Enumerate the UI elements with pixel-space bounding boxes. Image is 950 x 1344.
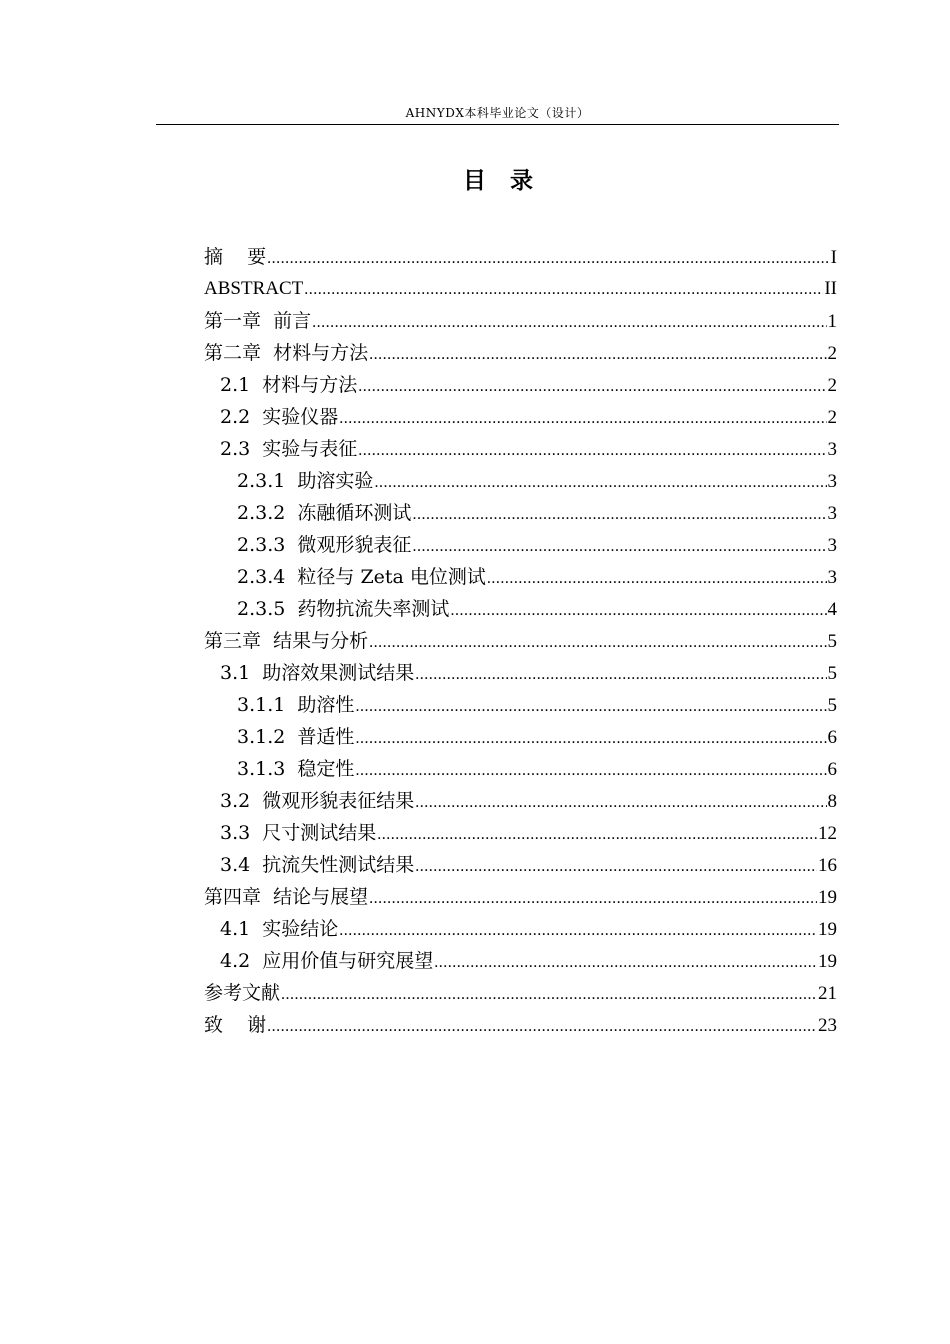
toc-entry-text: 参考文献 <box>204 982 281 1004</box>
toc-leader-dots <box>358 435 826 465</box>
toc-leader-dots <box>355 723 826 753</box>
toc-page-number: 2 <box>827 407 837 428</box>
toc-page-number: 5 <box>827 631 837 652</box>
toc-page-number: 6 <box>827 759 837 780</box>
toc-entry-section-3-4[interactable] <box>204 849 837 881</box>
toc-entry-section-2-3-4[interactable] <box>204 561 837 593</box>
toc-entry-text: 3.1 助溶效果测试结果 <box>220 662 415 684</box>
toc-leader-dots <box>374 467 826 497</box>
toc-entry-text: 2.3.3 微观形貌表征 <box>237 534 412 556</box>
toc-entry-chapter-3[interactable] <box>204 625 837 657</box>
toc-entry-text: 摘 要 <box>204 246 267 268</box>
toc-page-number: 16 <box>818 855 837 876</box>
toc-entry-text: 3.1.2 普适性 <box>237 726 355 748</box>
toc-page-number: 3 <box>827 535 837 556</box>
toc-page-number: 21 <box>818 983 837 1004</box>
toc-leader-dots <box>434 947 817 977</box>
toc-leader-dots <box>369 339 826 369</box>
toc-leader-dots <box>304 274 823 305</box>
toc-page-number: 5 <box>827 663 837 684</box>
toc-entry-text: 2.3 实验与表征 <box>220 438 358 460</box>
toc-entry-text: 第三章 结果与分析 <box>204 630 369 652</box>
table-of-contents <box>204 241 837 1041</box>
toc-leader-dots <box>267 243 830 273</box>
toc-leader-dots <box>450 595 826 625</box>
toc-page-number: 19 <box>818 887 837 908</box>
toc-leader-dots <box>487 563 827 593</box>
toc-entry-text: 第四章 结论与展望 <box>204 886 369 908</box>
toc-entry-section-2-3-5[interactable] <box>204 593 837 625</box>
toc-entry-text: 第二章 材料与方法 <box>204 342 369 364</box>
toc-entry-section-2-3-2[interactable] <box>204 497 837 529</box>
toc-entry-text: 4.2 应用价值与研究展望 <box>220 950 434 972</box>
toc-entry-text: 3.3 尺寸测试结果 <box>220 822 377 844</box>
toc-leader-dots <box>412 499 826 529</box>
toc-entry-chapter-4[interactable] <box>204 881 837 913</box>
toc-entry-section-3-1-3[interactable] <box>204 753 837 785</box>
toc-entry-chapter-2[interactable] <box>204 337 837 369</box>
toc-entry-section-2-2[interactable] <box>204 401 837 433</box>
toc-entry-text: 3.1.1 助溶性 <box>237 694 355 716</box>
toc-leader-dots <box>358 371 826 401</box>
toc-leader-dots <box>415 851 817 881</box>
toc-page-number: 2 <box>827 375 837 396</box>
toc-page-number: 2 <box>827 343 837 364</box>
toc-page-number: 4 <box>827 599 837 620</box>
toc-page-number: 5 <box>827 695 837 716</box>
toc-entry-abstract-en[interactable] <box>204 273 837 305</box>
toc-entry-section-2-1[interactable] <box>204 369 837 401</box>
toc-page-number: 3 <box>827 439 837 460</box>
toc-page-number: II <box>824 278 837 299</box>
toc-entry-section-2-3-1[interactable] <box>204 465 837 497</box>
toc-entry-text: 4.1 实验结论 <box>220 918 339 940</box>
toc-leader-dots <box>312 307 826 337</box>
toc-entry-text: 2.3.4 粒径与 Zeta 电位测试 <box>237 566 486 588</box>
toc-leader-dots <box>355 755 826 785</box>
toc-leader-dots <box>267 1011 817 1041</box>
toc-entry-section-3-3[interactable] <box>204 817 837 849</box>
toc-entry-text: 致 谢 <box>204 1014 267 1036</box>
toc-entry-abstract-cn[interactable] <box>204 241 837 273</box>
toc-page-number: 3 <box>827 503 837 524</box>
toc-entry-text: 2.2 实验仪器 <box>220 406 339 428</box>
toc-entry-text: 2.3.2 冻融循环测试 <box>237 502 412 524</box>
toc-entry-text: 3.1.3 稳定性 <box>237 758 355 780</box>
toc-entry-chapter-1[interactable] <box>204 305 837 337</box>
toc-entry-acknowledgements[interactable] <box>204 1009 837 1041</box>
toc-page-number: 1 <box>827 311 837 332</box>
toc-entry-text: 3.4 抗流失性测试结果 <box>220 854 415 876</box>
toc-entry-text: ABSTRACT <box>204 278 304 299</box>
toc-page-number: 19 <box>818 919 837 940</box>
header-rule <box>156 124 839 125</box>
toc-entry-section-3-2[interactable] <box>204 785 837 817</box>
toc-entry-text: 2.3.1 助溶实验 <box>237 470 374 492</box>
toc-page-number: 3 <box>827 471 837 492</box>
toc-entry-references[interactable] <box>204 977 837 1009</box>
toc-title: 目 录 <box>462 168 534 194</box>
toc-entry-section-3-1-2[interactable] <box>204 721 837 753</box>
toc-entry-text: 2.1 材料与方法 <box>220 374 358 396</box>
toc-entry-section-4-2[interactable] <box>204 945 837 977</box>
toc-leader-dots <box>415 787 826 817</box>
toc-page-number: 23 <box>818 1015 837 1036</box>
toc-page-number: 6 <box>827 727 837 748</box>
toc-leader-dots <box>377 819 817 849</box>
toc-page-number: 3 <box>827 567 837 588</box>
toc-leader-dots <box>339 403 826 433</box>
toc-entry-section-4-1[interactable] <box>204 913 837 945</box>
toc-entry-text: 3.2 微观形貌表征结果 <box>220 790 415 812</box>
toc-leader-dots <box>369 627 826 657</box>
running-header: AHNYDX本科毕业论文（设计） <box>405 106 590 120</box>
toc-entry-text: 2.3.5 药物抗流失率测试 <box>237 598 450 620</box>
toc-page-number: 19 <box>818 951 837 972</box>
toc-leader-dots <box>339 915 817 945</box>
toc-leader-dots <box>281 979 817 1009</box>
toc-entry-section-2-3[interactable] <box>204 433 837 465</box>
toc-leader-dots <box>415 659 826 689</box>
toc-page-number: 8 <box>827 791 837 812</box>
toc-entry-section-2-3-3[interactable] <box>204 529 837 561</box>
toc-leader-dots <box>369 883 817 913</box>
toc-leader-dots <box>412 531 826 561</box>
toc-entry-section-3-1-1[interactable] <box>204 689 837 721</box>
toc-entry-text: 第一章 前言 <box>204 310 312 332</box>
toc-leader-dots <box>355 691 826 721</box>
toc-page-number: I <box>830 247 837 268</box>
toc-page-number: 12 <box>818 823 837 844</box>
toc-entry-section-3-1[interactable] <box>204 657 837 689</box>
